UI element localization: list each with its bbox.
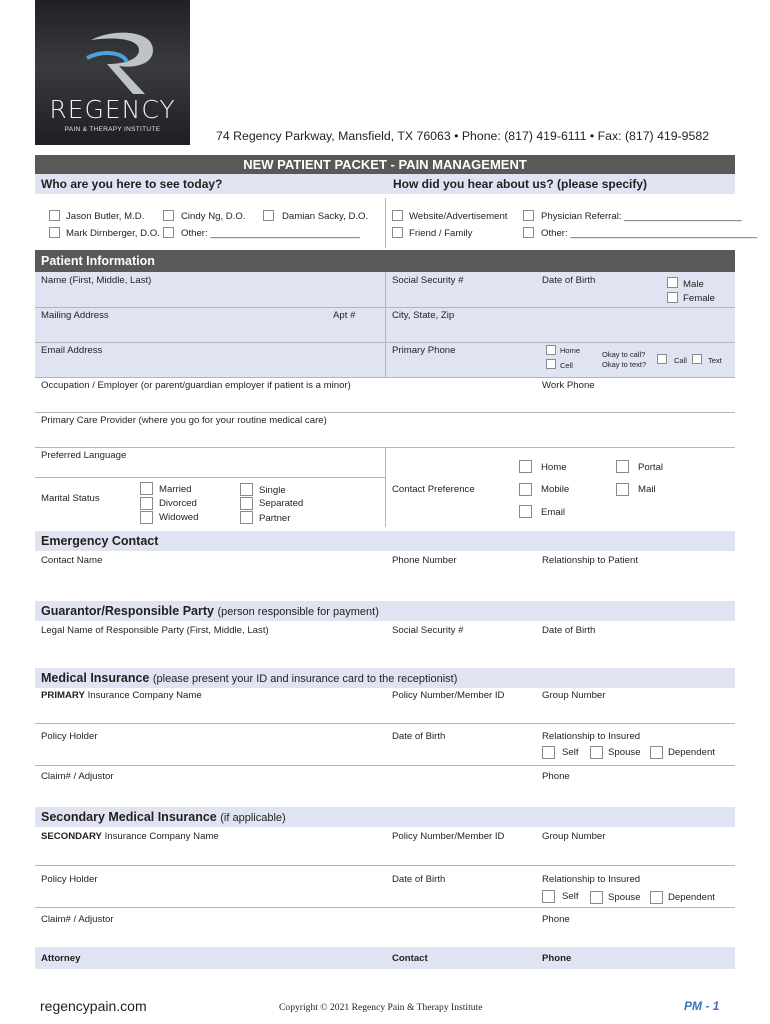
website-link[interactable]: regencypain.com xyxy=(40,998,147,1014)
secondary-company-label: Insurance Company Name xyxy=(104,831,219,842)
apt-field[interactable]: Apt # xyxy=(333,310,356,321)
phone-home-checkbox[interactable] xyxy=(546,345,556,355)
pref-mail-label: Mail xyxy=(638,484,656,495)
pref-portal-checkbox[interactable] xyxy=(616,460,629,473)
female-label: Female xyxy=(683,293,715,304)
separated-label: Separated xyxy=(259,498,304,509)
secondary-dependent-checkbox[interactable] xyxy=(650,891,663,904)
pref-mobile-label: Mobile xyxy=(541,484,570,495)
primary-spouse-label: Spouse xyxy=(608,747,641,758)
provider-dirnberger-label: Mark Dirnberger, D.O. xyxy=(66,228,160,239)
insurance-heading xyxy=(41,671,457,685)
page-number: PM - 1 xyxy=(684,999,720,1013)
secondary-note: (if applicable) xyxy=(220,812,286,824)
attorney-band xyxy=(35,947,735,969)
married-label: Married xyxy=(159,484,192,495)
secondary-group-number-field[interactable]: Group Number xyxy=(542,831,606,842)
provider-sacky-label: Damian Sacky, D.O. xyxy=(282,211,369,222)
primary-policy-holder-field[interactable]: Policy Holder xyxy=(41,731,98,742)
secondary-spouse-checkbox[interactable] xyxy=(590,891,603,904)
primary-policy-number-field[interactable]: Policy Number/Member ID xyxy=(392,690,505,701)
referral-other-checkbox[interactable] xyxy=(523,227,534,238)
primary-phone-field[interactable]: Primary Phone xyxy=(392,345,456,356)
attorney-field[interactable]: Attorney xyxy=(41,953,81,964)
guarantor-title: Guarantor/Responsible Party xyxy=(41,604,214,618)
provider-butler-checkbox[interactable] xyxy=(49,210,60,221)
guarantor-name-field[interactable]: Legal Name of Responsible Party (First, Middle, Last) xyxy=(41,625,269,636)
separated-checkbox[interactable] xyxy=(240,497,253,510)
question-row xyxy=(35,174,735,194)
secondary-policy-holder-field[interactable]: Policy Holder xyxy=(41,874,98,885)
logo-subtitle: PAIN & THERAPY INSTITUTE xyxy=(64,126,161,133)
pref-email-label: Email xyxy=(541,507,565,518)
widowed-label: Widowed xyxy=(159,512,199,523)
primary-company-field[interactable] xyxy=(41,690,202,701)
pref-email-checkbox[interactable] xyxy=(519,505,532,518)
marital-status-label: Marital Status xyxy=(41,493,100,504)
primary-self-checkbox[interactable] xyxy=(542,746,555,759)
language-field[interactable]: Preferred Language xyxy=(41,450,127,461)
secondary-self-label: Self xyxy=(562,891,579,902)
call-label: Call xyxy=(674,356,687,365)
attorney-contact-field[interactable]: Contact xyxy=(392,953,428,964)
secondary-company-field[interactable] xyxy=(41,831,219,842)
pref-home-checkbox[interactable] xyxy=(519,460,532,473)
insurance-note: (please present your ID and insurance card to the receptionist) xyxy=(152,673,458,685)
ssn-field[interactable]: Social Security # xyxy=(392,275,464,286)
primary-holder-dob-field[interactable]: Date of Birth xyxy=(392,731,446,742)
hear-about-question: How did you hear about us? (please specify) xyxy=(393,177,648,191)
divorced-checkbox[interactable] xyxy=(140,497,153,510)
provider-sacky-checkbox[interactable] xyxy=(263,210,274,221)
provider-dirnberger-checkbox[interactable] xyxy=(49,227,60,238)
phone-home-label: Home xyxy=(560,346,581,355)
referral-friend-label: Friend / Family xyxy=(409,228,473,239)
divorced-label: Divorced xyxy=(159,498,197,509)
divider xyxy=(385,198,386,248)
partner-label: Partner xyxy=(259,513,291,524)
provider-ng-checkbox[interactable] xyxy=(163,210,174,221)
r-logo-icon xyxy=(83,28,163,98)
guarantor-heading xyxy=(41,604,379,618)
secondary-tag: SECONDARY xyxy=(41,831,102,842)
referral-physician-checkbox[interactable] xyxy=(523,210,534,221)
attorney-phone-field[interactable]: Phone xyxy=(542,953,572,964)
referral-friend-checkbox[interactable] xyxy=(392,227,403,238)
emergency-phone-field[interactable]: Phone Number xyxy=(392,555,457,566)
primary-dependent-checkbox[interactable] xyxy=(650,746,663,759)
okay-text-checkbox[interactable] xyxy=(692,354,702,364)
secondary-phone-field[interactable]: Phone xyxy=(542,914,570,925)
primary-phone-field[interactable]: Phone xyxy=(542,771,570,782)
okay-call-label: Okay to call? xyxy=(602,350,646,359)
phone-cell-checkbox[interactable] xyxy=(546,359,556,369)
referral-website-label: Website/Advertisement xyxy=(409,211,508,222)
partner-checkbox[interactable] xyxy=(240,511,253,524)
copyright-notice: Copyright © 2021 Regency Pain & Therapy Institute xyxy=(279,1002,483,1013)
pref-mobile-checkbox[interactable] xyxy=(519,483,532,496)
referral-physician-field[interactable]: Physician Referral: ______________________ xyxy=(541,211,742,222)
pref-mail-checkbox[interactable] xyxy=(616,483,629,496)
work-phone-field[interactable]: Work Phone xyxy=(542,380,595,391)
male-label: Male xyxy=(683,279,704,290)
regency-logo xyxy=(35,0,190,145)
secondary-policy-number-field[interactable]: Policy Number/Member ID xyxy=(392,831,505,842)
provider-other-checkbox[interactable] xyxy=(163,227,174,238)
clinic-address: 74 Regency Parkway, Mansfield, TX 76063 • Phone: (817) 419-6111 • Fax: (817) 419-9582 xyxy=(216,129,710,143)
referral-other-field[interactable]: Other: ___________________________________ xyxy=(541,228,758,239)
pref-home-label: Home xyxy=(541,462,567,473)
provider-ng-label: Cindy Ng, D.O. xyxy=(181,211,246,222)
provider-other-field[interactable]: Other: ____________________________ xyxy=(181,228,360,239)
relationship-field[interactable]: Relationship to Patient xyxy=(542,555,638,566)
single-checkbox[interactable] xyxy=(240,483,253,496)
email-field[interactable]: Email Address xyxy=(41,345,103,356)
logo-wordmark: REGENCY xyxy=(49,95,176,124)
name-field[interactable]: Name (First, Middle, Last) xyxy=(41,275,152,286)
text-label: Text xyxy=(708,356,722,365)
widowed-checkbox[interactable] xyxy=(140,511,153,524)
mailing-address-field[interactable]: Mailing Address xyxy=(41,310,109,321)
contact-name-field[interactable]: Contact Name xyxy=(41,555,103,566)
primary-dependent-label: Dependent xyxy=(668,747,715,758)
primary-claim-field[interactable]: Claim# / Adjustor xyxy=(41,771,114,782)
city-state-zip-field[interactable]: City, State, Zip xyxy=(392,310,455,321)
secondary-relationship-label: Relationship to Insured xyxy=(542,874,641,885)
secondary-holder-dob-field[interactable]: Date of Birth xyxy=(392,874,446,885)
dob-field[interactable]: Date of Birth xyxy=(542,275,596,286)
contact-preference-label: Contact Preference xyxy=(392,484,475,495)
secondary-claim-field[interactable]: Claim# / Adjustor xyxy=(41,914,114,925)
primary-relationship-label: Relationship to Insured xyxy=(542,731,641,742)
phone-cell-label: Cell xyxy=(560,361,573,370)
secondary-heading xyxy=(41,810,286,824)
primary-self-label: Self xyxy=(562,747,579,758)
primary-company-label: Insurance Company Name xyxy=(87,690,202,701)
referral-website-checkbox[interactable] xyxy=(392,210,403,221)
primary-group-number-field[interactable]: Group Number xyxy=(542,690,606,701)
insurance-title: Medical Insurance xyxy=(41,671,150,685)
occupation-field[interactable]: Occupation / Employer (or parent/guardian employer if patient is a minor) xyxy=(41,380,351,391)
single-label: Single xyxy=(259,485,286,496)
secondary-self-checkbox[interactable] xyxy=(542,890,555,903)
okay-call-checkbox[interactable] xyxy=(657,354,667,364)
primary-spouse-checkbox[interactable] xyxy=(590,746,603,759)
primary-tag: PRIMARY xyxy=(41,690,85,701)
provider-butler-label: Jason Butler, M.D. xyxy=(66,211,145,222)
okay-text-label: Okay to text? xyxy=(602,360,647,369)
male-checkbox[interactable] xyxy=(667,277,678,288)
secondary-spouse-label: Spouse xyxy=(608,892,641,903)
secondary-dependent-label: Dependent xyxy=(668,892,715,903)
pref-portal-label: Portal xyxy=(638,462,664,473)
patient-info-heading: Patient Information xyxy=(35,250,735,272)
guarantor-ssn-field[interactable]: Social Security # xyxy=(392,625,464,636)
guarantor-note: (person responsible for payment) xyxy=(217,606,379,618)
pcp-field[interactable]: Primary Care Provider (where you go for your routine medical care) xyxy=(41,415,327,426)
secondary-title: Secondary Medical Insurance xyxy=(41,810,217,824)
female-checkbox[interactable] xyxy=(667,292,678,303)
married-checkbox[interactable] xyxy=(140,482,153,495)
see-today-question: Who are you here to see today? xyxy=(41,177,223,191)
emergency-heading: Emergency Contact xyxy=(41,534,159,548)
guarantor-dob-field[interactable]: Date of Birth xyxy=(542,625,596,636)
packet-title: NEW PATIENT PACKET - PAIN MANAGEMENT xyxy=(35,155,735,174)
